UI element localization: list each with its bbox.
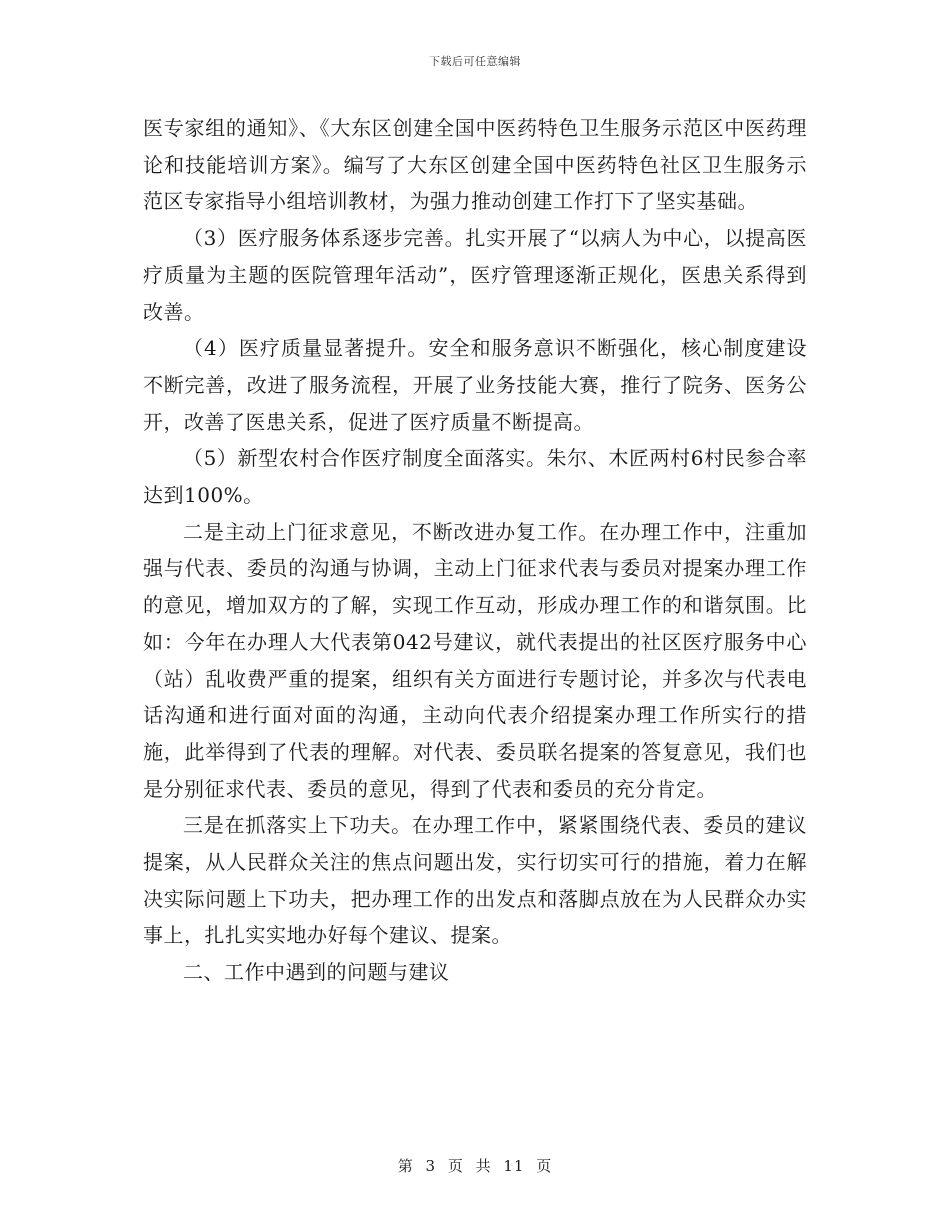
section-heading: 二、工作中遇到的问题与建议 [183,960,450,985]
paragraph-item-3: （3）医疗服务体系逐步完善。扎实开展了“以病人为中心，以提高医疗质量为主题的医院管理年活动”，医疗管理逐渐正规化，医患关系得到改善。 [143,226,807,324]
paragraph-point-3: 三是在抓落实上下功夫。在办理工作中，紧紧围绕代表、委员的建议提案，从人民群众关注的焦点问题出发，实行切实可行的措施，着力在解决实际问题上下功夫，把办理工作的出发点和落脚点放在为人民群众办实事上，扎扎实实地办好每个建议、提案。 [143,813,807,948]
paragraph-point-2: 二是主动上门征求意见，不断改进办复工作。在办理工作中，注重加强与代表、委员的沟通与协调，主动上门征求代表与委员对提案办理工作的意见，增加双方的了解，实现工作互动，形成办理工作的和谐氛围。比如：今年在办理人大代表第042号建议，就代表提出的社区医疗服务中心（站）乱收费严重的提案，组织有关方面进行专题讨论，并多次与代表电话沟通和进行面对面的沟通，主动向代表介绍提案办理工作所实行的措施，此举得到了代表的理解。对代表、委员联名提案的答复意见，我们也是分别征求代表、委员的意见，得到了代表和委员的充分肯定。 [143,519,807,801]
page-header: 下载后可任意编辑 [429,55,521,68]
paragraph-item-5: （5）新型农村合作医疗制度全面落实。朱尔、木匠两村6村民参合率达到100%。 [143,446,807,508]
page-footer: 第 3 页 共 11 页 [397,1157,553,1175]
document-body [143,110,807,991]
paragraph-continuation: 医专家组的通知》、《大东区创建全国中医药特色卫生服务示范区中医药理论和技能培训方案》。编写了大东区创建全国中医药特色社区卫生服务示范区专家指导小组培训教材，为强力推动创建工作打下了坚实基础。 [143,116,807,214]
paragraph-item-4: （4）医疗质量显著提升。安全和服务意识不断强化，核心制度建设不断完善，改进了服务流程，开展了业务技能大赛，推行了院务、医务公开，改善了医患关系，促进了医疗质量不断提高。 [143,336,807,434]
